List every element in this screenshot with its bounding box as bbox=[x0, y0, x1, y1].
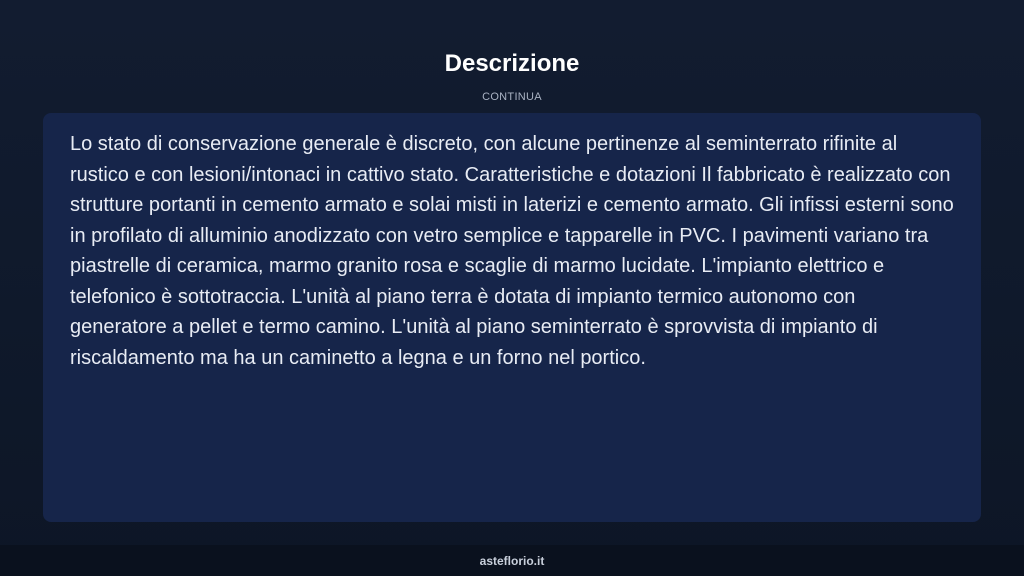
site-name: asteflorio.it bbox=[479, 554, 545, 568]
continue-label: CONTINUA bbox=[482, 91, 542, 103]
page-title: Descrizione bbox=[444, 50, 580, 77]
footer-bar bbox=[0, 545, 1024, 576]
description-card bbox=[43, 113, 981, 522]
description-text: Lo stato di conservazione generale è discreto, con alcune pertinenze al seminterrato rifinite al rustico e con lesioni/intonaci in cattivo stato. Caratteristiche e dotazioni Il fabbricato è realizzato con strutture portanti in cemento armato e solai misti in laterizi e cemento armato. Gli infissi esterni sono in profilato di alluminio anodizzato con vetro semplice e tapparelle in PVC. I pavimenti variano tra piastrelle di ceramica, marmo granito rosa e scaglie di marmo lucidate. L'impianto elettrico e telefonico è sottotraccia. L'unità al piano terra è dotata di impianto termico autonomo con generatore a pellet e termo camino. L'unità al piano seminterrato è sprovvista di impianto di riscaldamento ma ha un caminetto a legna e un forno nel portico. bbox=[70, 133, 954, 369]
